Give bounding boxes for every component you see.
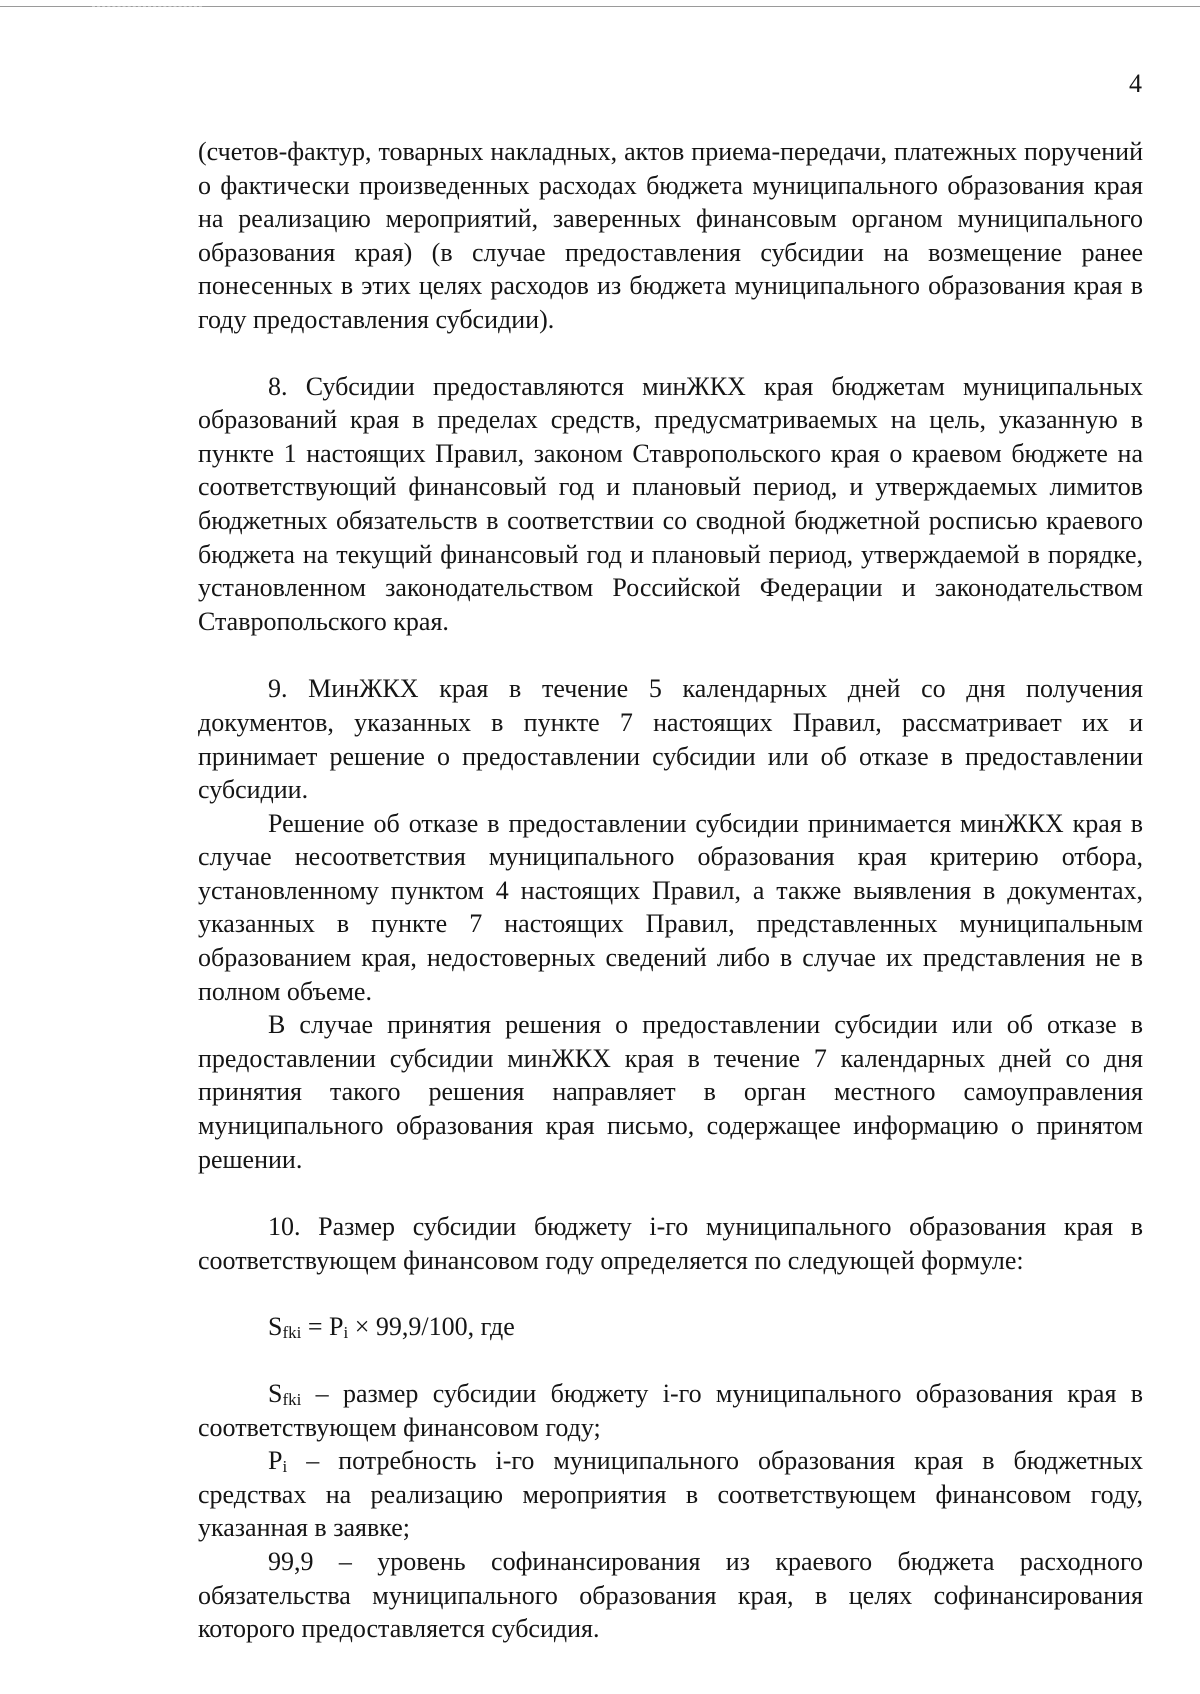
formula-rest: × 99,9/100, где [348, 1312, 515, 1342]
definition-p-text: – потребность i-го муниципального образования края в бюджетных средствах на реализацию мероприятия в соответствующем финансовом году, указанная в заявке; [198, 1446, 1143, 1543]
paragraph-9-notice: В случае принятия решения о предоставлении субсидии или об отказе в предоставлении субсидии минЖКХ края в течение 7 календарных дней со дня принятия такого решения направляет в орган местного самоуправления муниципального образования края письмо, содержащее информацию о принятом решении. [198, 1010, 1143, 1174]
definition-s-subscript: fki [282, 1390, 302, 1409]
paragraph-10: 10. Размер субсидии бюджету i-го муниципального образования края в соответствующем финансовом году определяется по следующей формуле: [198, 1212, 1143, 1275]
definition-s-text: – размер субсидии бюджету i-го муниципального образования края в соответствующем финансовом году; [198, 1379, 1143, 1442]
definition-s-fki [198, 1377, 1143, 1444]
paragraph-7-continuation: (счетов-фактур, товарных накладных, актов приема-передачи, платежных поручений о фактически произведенных расходах бюджета муниципального образования края на реализацию мероприятий, заверенных финансовым органом муниципального образования края) (в случае предоставления субсидии на возмещение ранее понесенных в этих целях расходов из бюджета муниципального образования края в году предоставления субсидии). [198, 137, 1143, 334]
paragraph-9-refusal: Решение об отказе в предоставлении субсидии принимается минЖКХ края в случае несоответствия муниципального образования края критерию отбора, установленному пунктом 4 настоящих Правил, а также выявления в документах, указанных в пункте 7 настоящих Правил, представленных муниципальным образованием края, недостоверных сведений либо в случае их представления не в полном объеме. [198, 808, 1143, 1006]
definition-p-i [198, 1444, 1143, 1545]
paragraph-8: 8. Субсидии предоставляются минЖКХ края бюджетам муниципальных образований края в пределах средств, предусматриваемых на цель, указанную в пункте 1 настоящих Правил, законом Ставропольского края о краевом бюджете на соответствующий финансовый год и плановый период, и утверждаемых лимитов бюджетных обязательств в соответствии со сводной бюджетной росписью краевого бюджета на текущий финансовый год и плановый период, утверждаемой в порядке, установленном законодательством Российской Федерации и законодательством Ставропольского края. [198, 371, 1143, 636]
paragraph-9: 9. МинЖКХ края в течение 5 календарных дней со дня получения документов, указанных в пункте 7 настоящих Правил, рассматривает их и принимает решение о предоставлении субсидии или об отказе в предоставлении субсидии. [198, 674, 1143, 805]
definition-s-symbol: S [268, 1379, 283, 1408]
definition-cofinancing-level: 99,9 – уровень софинансирования из краевого бюджета расходного обязательства муниципального образования края, в целях софинансирования которого предоставляется субсидия. [198, 1546, 1143, 1644]
scan-top-edge-mark [92, 6, 202, 7]
definition-p-subscript: i [282, 1457, 288, 1477]
document-body [198, 135, 1143, 1646]
page-number: 4 [1129, 69, 1142, 98]
subsidy-formula [198, 1310, 1143, 1344]
formula-p-subscript: i [343, 1323, 349, 1343]
formula-s-subscript: fki [282, 1323, 302, 1343]
formula-s: S [268, 1312, 283, 1342]
formula-equals: = [301, 1312, 330, 1342]
formula-p: P [329, 1312, 344, 1342]
definition-p-symbol: P [268, 1446, 283, 1476]
